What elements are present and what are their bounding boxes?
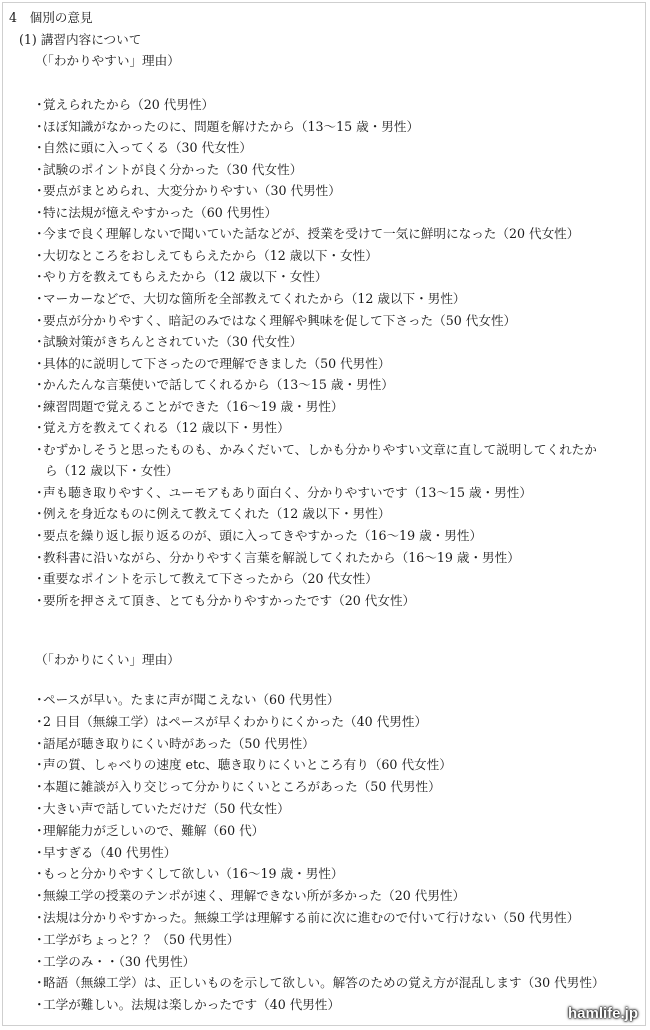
bullet-mark: ・ [33, 183, 46, 199]
list-item-text: 法規は分かりやすかった。無線工学は理解する前に次に進むので付いて行けない（50 代男性） [43, 910, 580, 925]
list-item [33, 592, 415, 610]
section-title-hard: （「わかりにくい」理由） [35, 652, 180, 667]
list-item [33, 691, 339, 709]
list-item [33, 484, 532, 502]
bullet-mark: ・ [33, 997, 46, 1013]
list-item [33, 333, 302, 351]
list-item [33, 204, 277, 222]
bullet-mark: ・ [33, 888, 46, 904]
list-item [33, 118, 419, 136]
list-item [33, 419, 290, 437]
list-item-text: かんたんな言葉使いで話してくれるから（13～15 歳・男性） [43, 377, 394, 393]
list-item-text: 練習問題で覚えることができた（16～19 歳・男性） [43, 398, 344, 414]
bullet-mark: ・ [33, 204, 46, 220]
bullet-mark: ・ [33, 549, 46, 565]
list-item-text: 工学がちょっと？？（50 代男性） [43, 931, 240, 947]
list-item-text: 要点を繰り返し振り返るのが、頭に入ってきやすかった（16～19 歳・男性） [43, 528, 483, 543]
bullet-mark: ・ [33, 247, 46, 263]
list-item-text: 無線工学の授業のテンポが速く、理解できない所が多かった（20 代男性） [43, 888, 466, 904]
list-item-text: 要所を押さえて頂き、とても分かりやすかったです（20 代女性） [43, 592, 416, 608]
list-item [33, 441, 597, 459]
bullet-mark: ・ [33, 398, 46, 414]
bullet-mark: ・ [33, 910, 46, 925]
list-item [33, 96, 214, 114]
list-item [33, 139, 252, 157]
list-item-continuation: ら（12 歳以下・女性） [45, 463, 179, 479]
bullet-mark: ・ [33, 441, 46, 457]
list-item [33, 182, 341, 200]
list-item [33, 953, 195, 971]
list-item [33, 398, 344, 416]
list-item-text: 要点が分かりやすく、暗記のみではなく理解や興味を促して下さった（50 代女性） [43, 312, 517, 328]
bullet-mark: ・ [33, 140, 46, 156]
list-item-text: 試験対策がきちんとされていた（30 代女性） [43, 334, 303, 350]
section-title-easy: （「わかりやすい」理由） [35, 53, 180, 68]
list-item [33, 735, 315, 753]
list-item [33, 996, 340, 1014]
list-item-text: ペースが早い。たまに声が聞こえない（60 代男性） [43, 692, 340, 707]
bullet-mark: ・ [33, 757, 46, 773]
list-item [33, 778, 441, 796]
bullet-mark: ・ [33, 290, 46, 306]
list-item [33, 161, 302, 179]
list-item [33, 247, 378, 265]
list-item-text: 本題に雑談が入り交じって分かりにくいところがあった（50 代男性） [43, 779, 441, 795]
list-item-text: 大きい声で話していただけだ（50 代女性） [43, 801, 290, 816]
bullet-mark: ・ [33, 801, 46, 816]
list-item-text: 自然に頭に入ってくる（30 代女性） [43, 140, 252, 156]
list-item [33, 527, 482, 545]
list-item [33, 909, 579, 927]
bullet-mark: ・ [33, 377, 46, 393]
list-item-text: もっと分かりやすくして欲しい（16～19 歳・男性） [43, 866, 344, 882]
list-item [33, 887, 465, 905]
list-item-text: 試験のポイントが良く分かった（30 代女性） [43, 161, 303, 177]
bullet-mark: ・ [33, 953, 46, 969]
bullet-mark: ・ [33, 592, 46, 608]
list-item-text: 教科書に沿いながら、分かりやすく言葉を解説してくれたから（16～19 歳・男性） [43, 549, 520, 565]
list-item-text: 略語（無線工学）は、正しいものを示して欲しい。解答のための覚え方が混乱します（30 代男性） [43, 975, 605, 991]
list-item-text: 重要なポイントを示して教えて下さったから（20 代女性） [43, 571, 378, 587]
bullet-mark: ・ [33, 355, 46, 371]
list-item [33, 800, 290, 818]
document-page [2, 2, 646, 1026]
list-item-text: 語尾が聴き取りにくい時があった（50 代男性） [43, 735, 315, 751]
bullet-mark: ・ [33, 931, 46, 947]
list-item [33, 549, 520, 567]
list-item [33, 931, 239, 949]
list-item [33, 312, 516, 330]
bullet-mark: ・ [33, 226, 46, 242]
list-item-text: 早すぎる（40 代男性） [43, 844, 177, 860]
section-heading: 4 個別の意見 [9, 10, 93, 25]
bullet-mark: ・ [33, 97, 46, 112]
bullet-mark: ・ [33, 713, 46, 729]
list-item [33, 570, 378, 588]
list-item-text: 大切なところをおしえてもらえたから（12 歳以下・女性） [43, 247, 378, 263]
list-item-text: 例えを身近なものに例えて教えてくれた（12 歳以下・男性） [43, 506, 391, 522]
list-item-text: やり方を教えてもらえたから（12 歳以下・女性） [43, 269, 328, 285]
list-item-text: 覚えられたから（20 代男性） [43, 97, 215, 112]
bullet-mark: ・ [33, 269, 46, 285]
list-item-text: 要点がまとめられ、大変分かりやすい（30 代男性） [43, 183, 341, 199]
list-item-text: 特に法規が憶えやすかった（60 代男性） [43, 204, 278, 220]
list-item [33, 505, 390, 523]
list-item-text: 声の質、しゃべりの速度 etc、聴き取りにくいところ有り（60 代女性） [43, 757, 452, 773]
list-item-text: 今まで良く理解しないで聞いていた話などが、授業を受けて一気に鮮明になった（20 代女性） [43, 226, 580, 242]
list-item [33, 355, 390, 373]
list-item [33, 225, 579, 243]
bullet-mark: ・ [33, 484, 46, 500]
bullet-mark: ・ [33, 528, 46, 543]
bullet-mark: ・ [33, 571, 46, 587]
bullet-mark: ・ [33, 779, 46, 795]
list-item [33, 290, 466, 308]
list-item [33, 974, 605, 992]
bullet-mark: ・ [33, 420, 46, 436]
list-item-text: 工学が難しい。法規は楽しかったです（40 代男性） [43, 997, 341, 1013]
list-item-text: むずかしそうと思ったものも、かみくだいて、しかも分かりやすい文章に直して説明してくれたか [43, 441, 597, 457]
list-item [33, 822, 264, 840]
list-item-text: マーカーなどで、大切な箇所を全部教えてくれたから（12 歳以下・男性） [43, 290, 466, 306]
bullet-mark: ・ [33, 975, 46, 991]
list-item-text: 2 日目（無線工学）はペースが早くわかりにくかった（40 代男性） [43, 713, 428, 729]
list-item-text: ほぼ知識がなかったのに、問題を解けたから（13～15 歳・男性） [43, 118, 420, 134]
list-item [33, 713, 427, 731]
list-item [33, 268, 328, 286]
bullet-mark: ・ [33, 161, 46, 177]
bullet-mark: ・ [33, 822, 46, 838]
list-item-text: 具体的に説明して下さったので理解できました（50 代男性） [43, 355, 391, 371]
list-item-text: 工学のみ・・（30 代男性） [43, 953, 196, 969]
list-item [33, 756, 452, 774]
bullet-mark: ・ [33, 118, 46, 134]
list-item-text: 覚え方を教えてくれる（12 歳以下・男性） [43, 420, 290, 436]
bullet-mark: ・ [33, 735, 46, 751]
list-item-text: 理解能力が乏しいので、難解（60 代） [43, 822, 265, 838]
watermark-logo: hamlife.jp [567, 1005, 638, 1022]
list-item [33, 376, 394, 394]
bullet-mark: ・ [33, 866, 46, 882]
bullet-mark: ・ [33, 334, 46, 350]
list-item [33, 865, 344, 883]
list-item [33, 844, 176, 862]
bullet-mark: ・ [33, 312, 46, 328]
bullet-mark: ・ [33, 692, 46, 707]
list-item-text: 声も聴き取りやすく、ユーモアもあり面白く、分かりやすいです（13～15 歳・男性） [43, 484, 532, 500]
subsection-heading: (1) 講習内容について [19, 32, 142, 47]
bullet-mark: ・ [33, 506, 46, 522]
bullet-mark: ・ [33, 844, 46, 860]
